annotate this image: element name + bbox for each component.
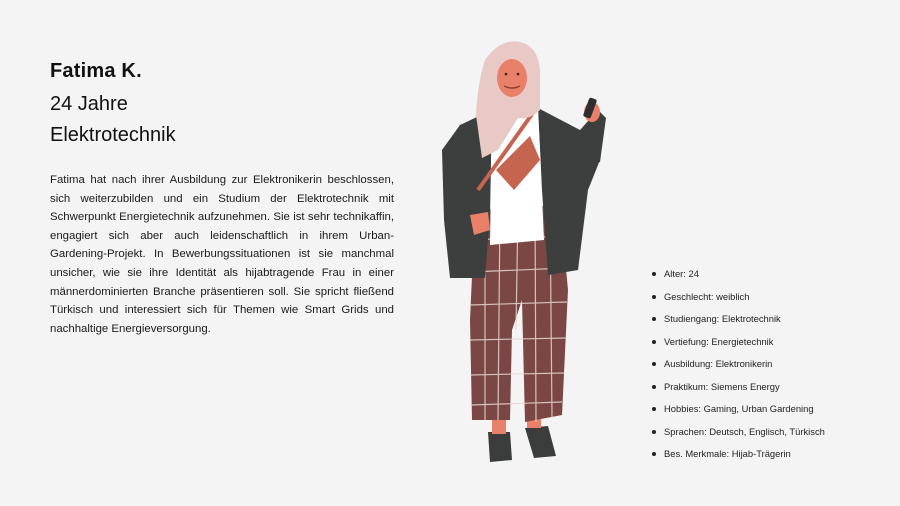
fact-hobbies: Hobbies: Gaming, Urban Gardening xyxy=(652,398,825,421)
fact-gender: Geschlecht: weiblich xyxy=(652,286,825,309)
fact-special-features: Bes. Merkmale: Hijab-Trägerin xyxy=(652,443,825,466)
persona-field: Elektrotechnik xyxy=(50,124,176,146)
persona-age: 24 Jahre xyxy=(50,93,128,115)
fact-study-program: Studiengang: Elektrotechnik xyxy=(652,308,825,331)
fact-training: Ausbildung: Elektronikerin xyxy=(652,353,825,376)
fact-internship: Praktikum: Siemens Energy xyxy=(652,376,825,399)
persona-bio: Fatima hat nach ihrer Ausbildung zur Elektronikerin beschlossen, sich weiterzubilden und ein Studium der Elektrotechnik mit Schwerpunkt Energietechnik aufzunehmen. Sie ist sehr technikaffin, engagiert sich aber auch leidenschaftlich in ihrem Urban-Gardening-Projekt. In Bewerbungssituationen ist sie manchmal unsicher, wie sie ihre Identität als hijabtragende Frau in einer männerdominierten Branche präsentieren soll. Sie spricht fließend Türkisch und interessiert sich für Themen wie Smart Grids und nachhaltige Energieversorgung. xyxy=(50,174,394,335)
persona-name: Fatima K. xyxy=(50,60,142,82)
fact-languages: Sprachen: Deutsch, Englisch, Türkisch xyxy=(652,421,825,444)
facts-list xyxy=(652,263,825,466)
persona-illustration xyxy=(430,40,610,470)
fact-age: Alter: 24 xyxy=(652,263,825,286)
fact-specialization: Vertiefung: Energietechnik xyxy=(652,331,825,354)
